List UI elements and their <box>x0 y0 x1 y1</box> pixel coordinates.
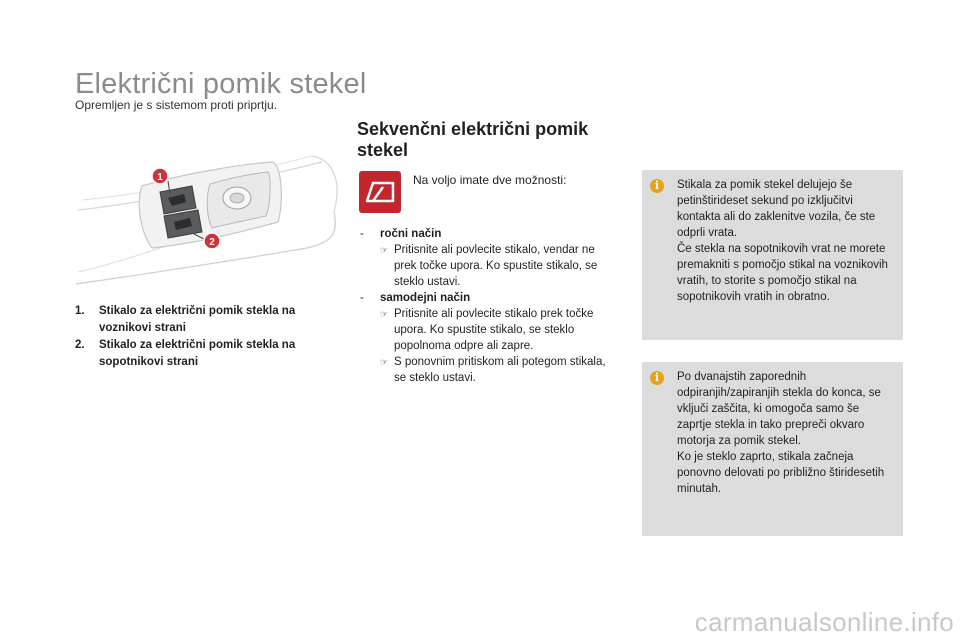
badge-2-label: 2 <box>209 237 215 248</box>
info-note-text: Stikala za pomik stekel delujejo še petinštirideset sekund po izključitvi kontakta ali do zaklenitve vozila, če ste odprli vrata. Če stekla na sopotnikovih vrat ne morete premakniti s pomočjo stikal na voznikovih vratih, to storite s pomočjo stikal na sopotnikovih vratih in obratno. <box>677 179 888 303</box>
mode-step <box>360 306 620 354</box>
info-note <box>642 362 903 536</box>
section-heading: Sekvenčni električni pomik stekel <box>357 119 589 160</box>
step-text: S ponovnim pritiskom ali potegom stikala, se steklo ustavi. <box>394 356 606 384</box>
mode-title: samodejni način <box>380 292 471 304</box>
page-subtitle: Opremljen je s sistemom proti priprtju. <box>75 98 278 112</box>
dash-marker: - <box>360 292 364 304</box>
intro-text: Na voljo imate dve možnosti: <box>413 173 567 187</box>
badge-1-label: 1 <box>157 172 163 183</box>
step-text: Pritisnite ali povlecite stikalo, vendar ne prek točke upora. Ko spustite stikalo, se steklo ustavi. <box>394 244 598 288</box>
mode-step <box>360 242 620 290</box>
hazard-switch-icon <box>359 171 401 213</box>
pointing-hand-icon: ☞ <box>380 309 389 319</box>
caption-item <box>75 303 325 337</box>
caption-text: Stikalo za električni pomik stekla na voznikovi strani <box>99 305 296 334</box>
info-icon: i <box>650 371 664 385</box>
watermark: carmanualsonline.info <box>694 607 954 637</box>
caption-number: 2. <box>75 339 85 351</box>
caption-number: 1. <box>75 305 85 317</box>
mode-list <box>360 226 620 386</box>
mode-heading <box>360 290 620 306</box>
info-note <box>642 170 903 340</box>
mode-title: ročni način <box>380 228 442 240</box>
info-icon: i <box>650 179 664 193</box>
step-text: Pritisnite ali povlecite stikalo prek točke upora. Ko spustite stikalo, se steklo popolnoma odpre ali zapre. <box>394 308 594 352</box>
page-title: Električni pomik stekel <box>75 68 367 100</box>
mode-step <box>360 354 620 386</box>
dash-marker: - <box>360 228 364 240</box>
mode-heading <box>360 226 620 242</box>
caption-text: Stikalo za električni pomik stekla na sopotnikovi strani <box>99 339 296 368</box>
info-note-text: Po dvanajstih zaporednih odpiranjih/zapiranjih stekla do konca, se vključi zaščita, ki omogoča samo še zaprtje stekla in tako prepreči okvaro motorja za pomik stekel. Ko je steklo zaprto, stikala začneja ponovno delovati po približno štiridesetih minutah. <box>677 371 885 495</box>
pointing-hand-icon: ☞ <box>380 357 389 367</box>
caption-item <box>75 337 325 371</box>
window-switch-illustration <box>72 152 342 294</box>
caption-list <box>75 303 325 371</box>
pointing-hand-icon: ☞ <box>380 245 389 255</box>
